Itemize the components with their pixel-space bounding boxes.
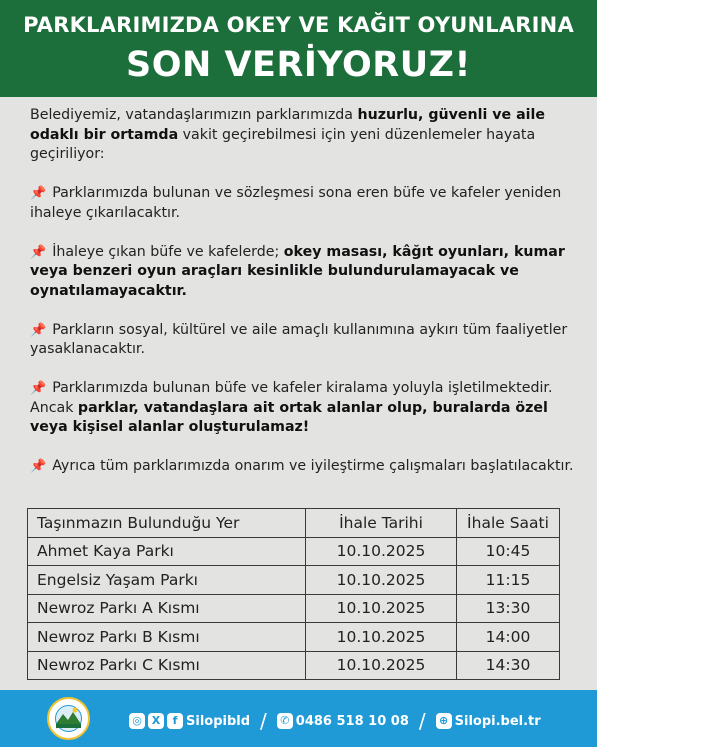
header-banner xyxy=(0,0,597,97)
footer-bar xyxy=(0,690,597,747)
headline-line2: SON VERİYORUZ! xyxy=(126,45,471,85)
contact-strip xyxy=(129,709,541,733)
cell-date: 10.10.2025 xyxy=(306,623,457,652)
pushpin-icon: 📌 xyxy=(30,381,47,396)
cell-time: 13:30 xyxy=(457,594,560,623)
list-item xyxy=(30,184,575,223)
item-text: Parkların sosyal, kültürel ve aile amaçlı kullanımına aykırı tüm faaliyetler yasaklanacaktır. xyxy=(30,321,568,357)
facebook-icon[interactable]: f xyxy=(167,713,183,729)
item-text: Parklarımızda bulunan ve sözleşmesi sona eren büfe ve kafeler yeniden ihaleye çıkarılacaktır. xyxy=(30,185,562,221)
list-item xyxy=(30,243,575,302)
globe-icon: ⊕ xyxy=(436,713,452,729)
intro-paragraph xyxy=(30,106,575,165)
table-row xyxy=(28,566,560,595)
cell-location: Newroz Parkı A Kısmı xyxy=(28,594,306,623)
column-header-time: İhale Saati xyxy=(457,509,560,538)
table-header-row xyxy=(28,509,560,538)
column-header-location: Taşınmazın Bulunduğu Yer xyxy=(28,509,306,538)
item-bold-text: parklar, vatandaşlara ait ortak alanlar olup, buralarda özel veya kişisel alanlar oluşturulamaz! xyxy=(30,399,548,435)
announcement-body xyxy=(30,106,575,496)
table-row xyxy=(28,537,560,566)
social-handle[interactable]: Silopibld xyxy=(186,713,251,729)
cell-location: Newroz Parkı B Kısmı xyxy=(28,623,306,652)
intro-text-end: vakit geçirebilmesi için yeni düzenlemeler hayata geçiriliyor: xyxy=(30,126,536,162)
intro-bold-text: huzurlu, güvenli ve aile odaklı bir ortamda xyxy=(30,107,545,143)
list-item xyxy=(30,321,575,360)
column-header-date: İhale Tarihi xyxy=(306,509,457,538)
phone-icon: ✆ xyxy=(277,713,293,729)
separator: / xyxy=(418,709,426,733)
pushpin-icon: 📌 xyxy=(30,244,47,260)
intro-text: Belediyemiz, vatandaşlarımızın parklarımızda xyxy=(30,107,358,123)
phone-number[interactable]: 0486 518 10 08 xyxy=(295,713,409,729)
cell-date: 10.10.2025 xyxy=(306,537,457,566)
pushpin-icon: 📌 xyxy=(30,186,47,201)
table-row xyxy=(28,594,560,623)
cell-location: Engelsiz Yaşam Parkı xyxy=(28,566,306,595)
cell-location: Newroz Parkı C Kısmı xyxy=(28,651,306,680)
cell-time: 14:00 xyxy=(457,623,560,652)
item-bold-text: okey masası, kâğıt oyunları, kumar veya benzeri oyun araçları kesinlikle bulundurulamayacak ve oynatılamayacaktır. xyxy=(30,243,565,299)
item-text: Ayrıca tüm parklarımızda onarım ve iyileştirme çalışmaları başlatılacaktır. xyxy=(52,458,574,474)
list-item xyxy=(30,457,575,477)
item-text: İhaleye çıkan büfe ve kafelerde; xyxy=(52,243,284,260)
pushpin-icon: 📌 xyxy=(30,322,47,338)
table-row xyxy=(28,651,560,680)
item-text: Parklarımızda bulunan büfe ve kafeler kiralama yoluyla işletilmektedir. Ancak xyxy=(30,380,553,416)
x-twitter-icon[interactable]: X xyxy=(148,713,164,729)
municipality-logo-icon xyxy=(47,697,90,740)
cell-date: 10.10.2025 xyxy=(306,566,457,595)
cell-time: 14:30 xyxy=(457,651,560,680)
cell-time: 10:45 xyxy=(457,537,560,566)
instagram-icon[interactable]: ◎ xyxy=(129,713,145,729)
table-row xyxy=(28,623,560,652)
cell-date: 10.10.2025 xyxy=(306,594,457,623)
cell-location: Ahmet Kaya Parkı xyxy=(28,537,306,566)
separator: / xyxy=(260,709,267,733)
tender-schedule-table xyxy=(27,508,560,680)
pushpin-icon: 📌 xyxy=(30,459,47,474)
headline-line1: PARKLARIMIZDA OKEY VE KAĞIT OYUNLARINA xyxy=(23,13,574,37)
cell-date: 10.10.2025 xyxy=(306,651,457,680)
list-item xyxy=(30,379,575,438)
cell-time: 11:15 xyxy=(457,566,560,595)
website-link[interactable]: Silopi.bel.tr xyxy=(454,713,541,729)
